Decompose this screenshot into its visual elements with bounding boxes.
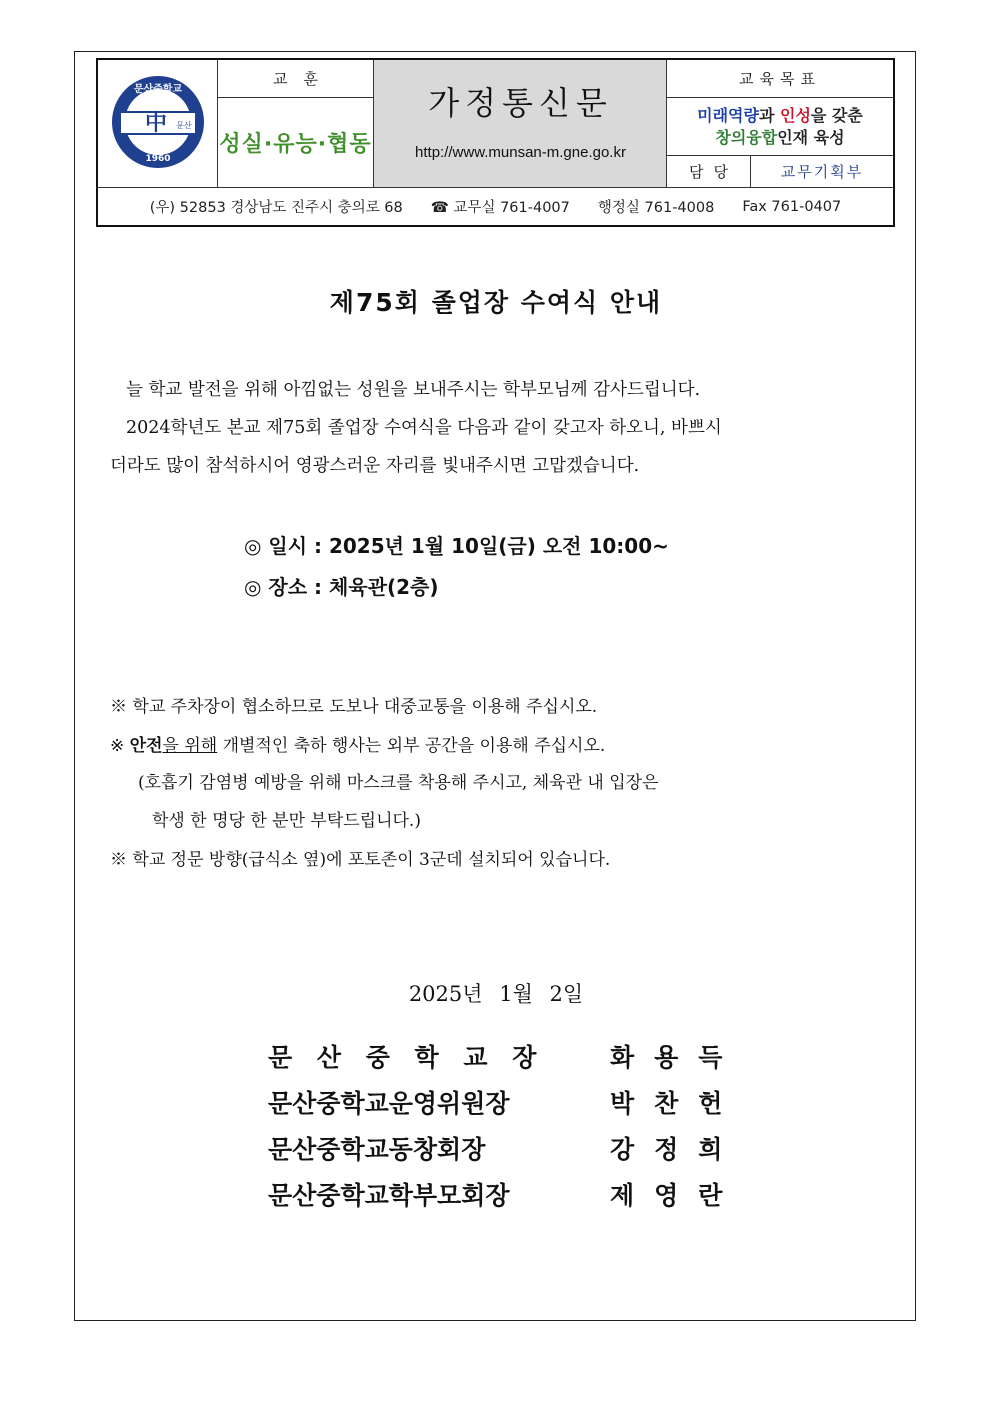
goal-part: 을 갖춘 — [810, 105, 863, 125]
note-mark: ※ — [110, 736, 130, 756]
logo-small: 문산 — [176, 121, 192, 130]
fax-number: Fax 761-0407 — [742, 198, 842, 215]
logo-cell — [98, 60, 218, 188]
goal-part: 창의융합 — [715, 127, 778, 147]
signature-name: 박찬헌 — [610, 1089, 743, 1118]
issue-date: 2025년 1월 2일 — [408, 982, 584, 1006]
goal-part: 미래역량 — [697, 105, 759, 125]
goal-part: 과 — [758, 105, 780, 125]
motto-value-cell — [218, 98, 374, 188]
goal-value-cell — [667, 98, 893, 156]
logo-year: 1960 — [145, 154, 171, 164]
signature-title: 문산중학교학부모회장 — [268, 1181, 510, 1210]
postal-address: (우) 52853 경상남도 진주시 충의로 68 — [149, 200, 403, 216]
motto-value: 성실·유능·협동 — [219, 132, 372, 157]
motto-label: 교훈 — [218, 60, 374, 98]
note-safety-underline: 을 위해 — [162, 736, 218, 756]
signature-name: 강정희 — [610, 1135, 743, 1164]
admin-phone: 행정실 761-4008 — [597, 200, 715, 216]
address-row — [98, 188, 893, 225]
intro-line-1: 늘 학교 발전을 위해 아낌없는 성원을 보내주시는 학부모님께 감사드립니다. — [126, 380, 701, 400]
signature-name: 화용득 — [610, 1043, 743, 1072]
event-date: ◎ 일시 : 2025년 1월 10일(금) 오전 10:00~ — [244, 534, 669, 558]
goal-value — [697, 105, 863, 149]
note-safety-rest: 개별적인 축하 행사는 외부 공간을 이용해 주십시오. — [217, 736, 606, 756]
school-url-link[interactable]: http://www.munsan-m.gne.go.kr — [415, 144, 626, 161]
note-safety-detail-1: (호흡기 감염병 예방을 위해 마스크를 착용해 주시고, 체육관 내 입장은 — [138, 773, 659, 793]
page-frame — [74, 51, 916, 1321]
paper-title: 가정통신문 — [428, 84, 613, 122]
document-title: 제75회 졸업장 수여식 안내 — [329, 288, 663, 317]
note-safety — [110, 731, 605, 756]
office-phone: ☎ 교무실 761-4007 — [430, 200, 570, 216]
signature-title: 문산중학교동창회장 — [268, 1135, 486, 1164]
logo-ring-text: 문산중학교 — [133, 84, 183, 95]
note-photozone: ※ 학교 정문 방향(급식소 옆)에 포토존이 3군데 설치되어 있습니다. — [110, 850, 611, 870]
goal-label: 교육목표 — [667, 60, 893, 98]
department-label: 담당 — [667, 156, 751, 188]
note-safety-detail-2: 학생 한 명당 한 분만 부탁드립니다.) — [152, 811, 421, 831]
note-safety-bold: 안전 — [129, 736, 163, 756]
intro-line-2: 2024학년도 본교 제75회 졸업장 수여식을 다음과 같이 갖고자 하오니, 바쁘시 — [126, 418, 722, 438]
goal-part: 인재 육성 — [777, 127, 845, 147]
header-table — [96, 58, 895, 227]
signature-title: 문산중학교운영위원장 — [268, 1089, 510, 1118]
goal-part: 인성 — [779, 105, 811, 125]
school-logo — [98, 60, 218, 188]
title-cell — [374, 60, 667, 188]
event-place: ◎ 장소 : 체육관(2층) — [244, 575, 439, 599]
signature-title: 문 산 중 학 교 장 — [268, 1043, 545, 1072]
signature-name: 제영란 — [610, 1181, 743, 1210]
logo-center: 中 — [144, 111, 168, 136]
intro-line-3: 더라도 많이 참석하시어 영광스러운 자리를 빛내주시면 고맙겠습니다. — [110, 456, 640, 476]
note-parking: ※ 학교 주차장이 협소하므로 도보나 대중교통을 이용해 주십시오. — [110, 697, 598, 717]
department-value: 교무기획부 — [751, 156, 893, 188]
